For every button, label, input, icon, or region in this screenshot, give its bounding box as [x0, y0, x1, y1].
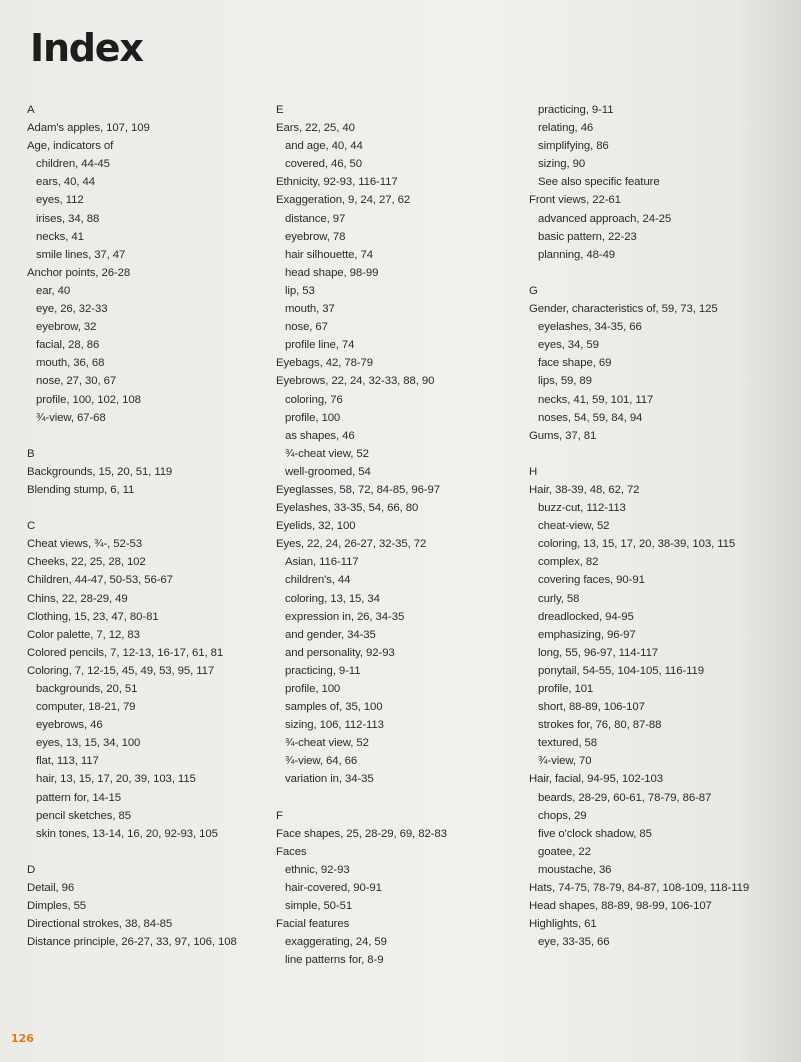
index-subentry: distance, 97: [285, 212, 346, 225]
index-gap: [529, 445, 794, 463]
index-gap: [27, 499, 277, 517]
index-entry: Ears, 22, 25, 40: [276, 122, 355, 135]
index-entry: Front views, 22-61: [529, 194, 621, 207]
index-entry: Exaggeration, 9, 24, 27, 62: [276, 194, 411, 207]
index-subentry: buzz-cut, 112-113: [538, 502, 626, 515]
index-subentry: ¾-view, 70: [538, 755, 592, 768]
index-subentry: eye, 26, 32-33: [36, 303, 108, 316]
index-subentry: necks, 41: [36, 230, 84, 243]
index-entry: Colored pencils, 7, 12-13, 16-17, 61, 81: [27, 646, 224, 659]
index-entry: Blending stump, 6, 11: [27, 483, 135, 496]
index-entry: Dimples, 55: [27, 900, 87, 913]
index-subentry: and gender, 34-35: [285, 628, 376, 641]
index-column-2: [276, 101, 526, 970]
index-subentry: profile, 100, 102, 108: [36, 393, 141, 406]
index-subentry: computer, 18-21, 79: [36, 701, 136, 714]
index-subentry: simplifying, 86: [538, 140, 609, 153]
index-subentry: goatee, 22: [538, 845, 591, 858]
index-subentry: ear, 40: [36, 284, 71, 297]
index-entry: Backgrounds, 15, 20, 51, 119: [27, 465, 173, 478]
index-subentry: short, 88-89, 106-107: [538, 701, 645, 714]
index-subentry: mouth, 37: [285, 303, 335, 316]
index-entry: Cheeks, 22, 25, 28, 102: [27, 556, 146, 569]
index-subentry: simple, 50-51: [285, 900, 353, 913]
index-subentry: eyes, 112: [36, 194, 84, 207]
index-subentry: basic pattern, 22-23: [538, 230, 637, 243]
index-subentry: as shapes, 46: [285, 429, 355, 442]
index-subentry: planning, 48-49: [538, 248, 616, 261]
index-entry: Faces: [276, 845, 307, 858]
index-subentry: ¾-cheat view, 52: [285, 447, 369, 460]
index-subentry: ¾-view, 67-68: [36, 411, 106, 424]
index-subentry: advanced approach, 24-25: [538, 212, 672, 225]
index-subentry: complex, 82: [538, 556, 599, 569]
index-subentry: pencil sketches, 85: [36, 809, 131, 822]
index-subentry: exaggerating, 24, 59: [285, 936, 387, 949]
index-subentry: samples of, 35, 100: [285, 701, 383, 714]
index-letter-heading: A: [27, 104, 35, 116]
index-subentry: curly, 58: [538, 592, 580, 605]
index-entry: Chins, 22, 28-29, 49: [27, 592, 128, 605]
index-subentry: facial, 28, 86: [36, 339, 100, 352]
index-subentry: covering faces, 90-91: [538, 574, 645, 587]
index-subentry: emphasizing, 96-97: [538, 628, 636, 641]
index-subentry: skin tones, 13-14, 16, 20, 92-93, 105: [36, 827, 218, 840]
index-subentry: coloring, 13, 15, 17, 20, 38-39, 103, 115: [538, 538, 736, 551]
index-entry: Highlights, 61: [529, 918, 597, 931]
index-subentry: Asian, 116-117: [285, 556, 359, 569]
index-subentry: ¾-cheat view, 52: [285, 737, 369, 750]
index-subentry: relating, 46: [538, 122, 594, 135]
index-gap: [529, 264, 794, 282]
index-entry: Head shapes, 88-89, 98-99, 106-107: [529, 900, 712, 913]
index-letter-heading: G: [529, 284, 538, 297]
index-entry: Hair, facial, 94-95, 102-103: [529, 773, 663, 786]
index-entry: Adam's apples, 107, 109: [27, 122, 150, 135]
index-subentry: pattern for, 14-15: [36, 791, 121, 804]
index-subentry: ¾-view, 64, 66: [285, 755, 358, 768]
index-column-1: [27, 101, 277, 951]
index-subentry: eyes, 13, 15, 34, 100: [36, 737, 141, 750]
index-subentry: See also specific feature: [538, 176, 660, 189]
index-gap: [276, 789, 526, 807]
index-subentry: hair silhouette, 74: [285, 248, 374, 261]
index-column-3: [529, 101, 794, 951]
index-letter-heading: E: [276, 104, 284, 116]
index-entry: Coloring, 7, 12-15, 45, 49, 53, 95, 117: [27, 664, 215, 677]
index-subentry: sizing, 90: [538, 158, 586, 171]
index-subentry: eyebrow, 78: [285, 230, 346, 243]
index-letter-heading: B: [27, 447, 35, 460]
index-subentry: nose, 67: [285, 321, 328, 334]
index-gap: [27, 427, 277, 445]
index-subentry: nose, 27, 30, 67: [36, 375, 117, 388]
index-entry: Age, indicators of: [27, 140, 114, 153]
index-entry: Eyeglasses, 58, 72, 84-85, 96-97: [276, 483, 440, 496]
index-subentry: moustache, 36: [538, 863, 612, 876]
index-subentry: chops, 29: [538, 809, 587, 822]
index-entry: Face shapes, 25, 28-29, 69, 82-83: [276, 827, 447, 840]
index-entry: Cheat views, ¾-, 52-53: [27, 538, 142, 551]
index-letter-heading: D: [27, 863, 36, 876]
index-subentry: hair-covered, 90-91: [285, 882, 382, 895]
index-entry: Gums, 37, 81: [529, 429, 597, 442]
index-entry: Children, 44-47, 50-53, 56-67: [27, 574, 173, 587]
index-subentry: eye, 33-35, 66: [538, 936, 610, 949]
index-entry: Anchor points, 26-28: [27, 266, 131, 279]
index-subentry: cheat-view, 52: [538, 520, 610, 533]
index-subentry: profile, 101: [538, 683, 594, 695]
index-subentry: mouth, 36, 68: [36, 357, 105, 370]
page-title: Index: [30, 26, 143, 70]
page-number: 126: [11, 1032, 34, 1045]
index-subentry: eyelashes, 34-35, 66: [538, 321, 642, 334]
index-entry: Hair, 38-39, 48, 62, 72: [529, 483, 640, 496]
index-entry: Hats, 74-75, 78-79, 84-87, 108-109, 118-119: [529, 882, 750, 895]
index-letter-heading: F: [276, 809, 283, 822]
index-subentry: sizing, 106, 112-113: [285, 719, 384, 732]
index-subentry: and personality, 92-93: [285, 646, 395, 659]
index-gap: [27, 843, 277, 861]
index-subentry: beards, 28-29, 60-61, 78-79, 86-87: [538, 791, 712, 804]
index-subentry: irises, 34, 88: [36, 212, 100, 225]
index-subentry: children, 44-45: [36, 158, 110, 171]
index-subentry: strokes for, 76, 80, 87-88: [538, 719, 662, 732]
index-subentry: profile, 100: [285, 683, 341, 695]
index-subentry: head shape, 98-99: [285, 266, 379, 279]
index-letter-heading: C: [27, 520, 36, 533]
index-subentry: practicing, 9-11: [285, 664, 361, 677]
index-entry: Gender, characteristics of, 59, 73, 125: [529, 303, 718, 316]
index-subentry: noses, 54, 59, 84, 94: [538, 411, 643, 424]
index-subentry: ethnic, 92-93: [285, 863, 350, 876]
index-subentry: children's, 44: [285, 574, 351, 587]
index-subentry: long, 55, 96-97, 114-117: [538, 646, 659, 659]
index-entry: Detail, 96: [27, 882, 75, 895]
index-subentry: textured, 58: [538, 737, 597, 750]
index-subentry: and age, 40, 44: [285, 140, 363, 153]
index-subentry: coloring, 13, 15, 34: [285, 592, 380, 605]
index-entry: Distance principle, 26-27, 33, 97, 106, 108: [27, 936, 237, 949]
index-subentry: five o'clock shadow, 85: [538, 827, 652, 840]
index-entry: Eyebags, 42, 78-79: [276, 357, 373, 370]
index-subentry: dreadlocked, 94-95: [538, 610, 634, 623]
index-subentry: ponytail, 54-55, 104-105, 116-119: [538, 664, 704, 677]
index-entry: Color palette, 7, 12, 83: [27, 628, 140, 641]
index-subentry: eyebrow, 32: [36, 321, 97, 334]
index-subentry: face shape, 69: [538, 357, 612, 370]
index-subentry: variation in, 34-35: [285, 773, 374, 786]
index-subentry: profile line, 74: [285, 339, 355, 352]
index-subentry: ears, 40, 44: [36, 176, 95, 189]
index-subentry: lips, 59, 89: [538, 375, 592, 388]
index-subentry: hair, 13, 15, 17, 20, 39, 103, 115: [36, 773, 196, 786]
index-entry: Eyelids, 32, 100: [276, 520, 356, 533]
index-entry: Eyebrows, 22, 24, 32-33, 88, 90: [276, 375, 435, 388]
index-subentry: necks, 41, 59, 101, 117: [538, 393, 654, 406]
index-entry: Directional strokes, 38, 84-85: [27, 918, 173, 931]
index-entry: Ethnicity, 92-93, 116-117: [276, 176, 398, 189]
index-entry: Eyes, 22, 24, 26-27, 32-35, 72: [276, 538, 427, 551]
index-subentry: eyebrows, 46: [36, 719, 103, 732]
index-subentry: well-groomed, 54: [285, 465, 371, 478]
index-subentry: lip, 53: [285, 284, 315, 297]
index-subentry: coloring, 76: [285, 393, 343, 406]
index-subentry: smile lines, 37, 47: [36, 248, 126, 261]
index-subentry: backgrounds, 20, 51: [36, 683, 138, 695]
index-subentry: practicing, 9-11: [538, 104, 614, 116]
index-subentry: line patterns for, 8-9: [285, 954, 384, 967]
index-subentry: flat, 113, 117: [36, 755, 99, 768]
index-entry: Eyelashes, 33-35, 54, 66, 80: [276, 502, 419, 515]
index-letter-heading: H: [529, 465, 538, 478]
index-subentry: expression in, 26, 34-35: [285, 610, 405, 623]
index-subentry: eyes, 34, 59: [538, 339, 599, 352]
index-subentry: profile, 100: [285, 411, 341, 424]
index-entry: Clothing, 15, 23, 47, 80-81: [27, 610, 159, 623]
index-entry: Facial features: [276, 918, 350, 931]
index-subentry: covered, 46, 50: [285, 158, 363, 171]
